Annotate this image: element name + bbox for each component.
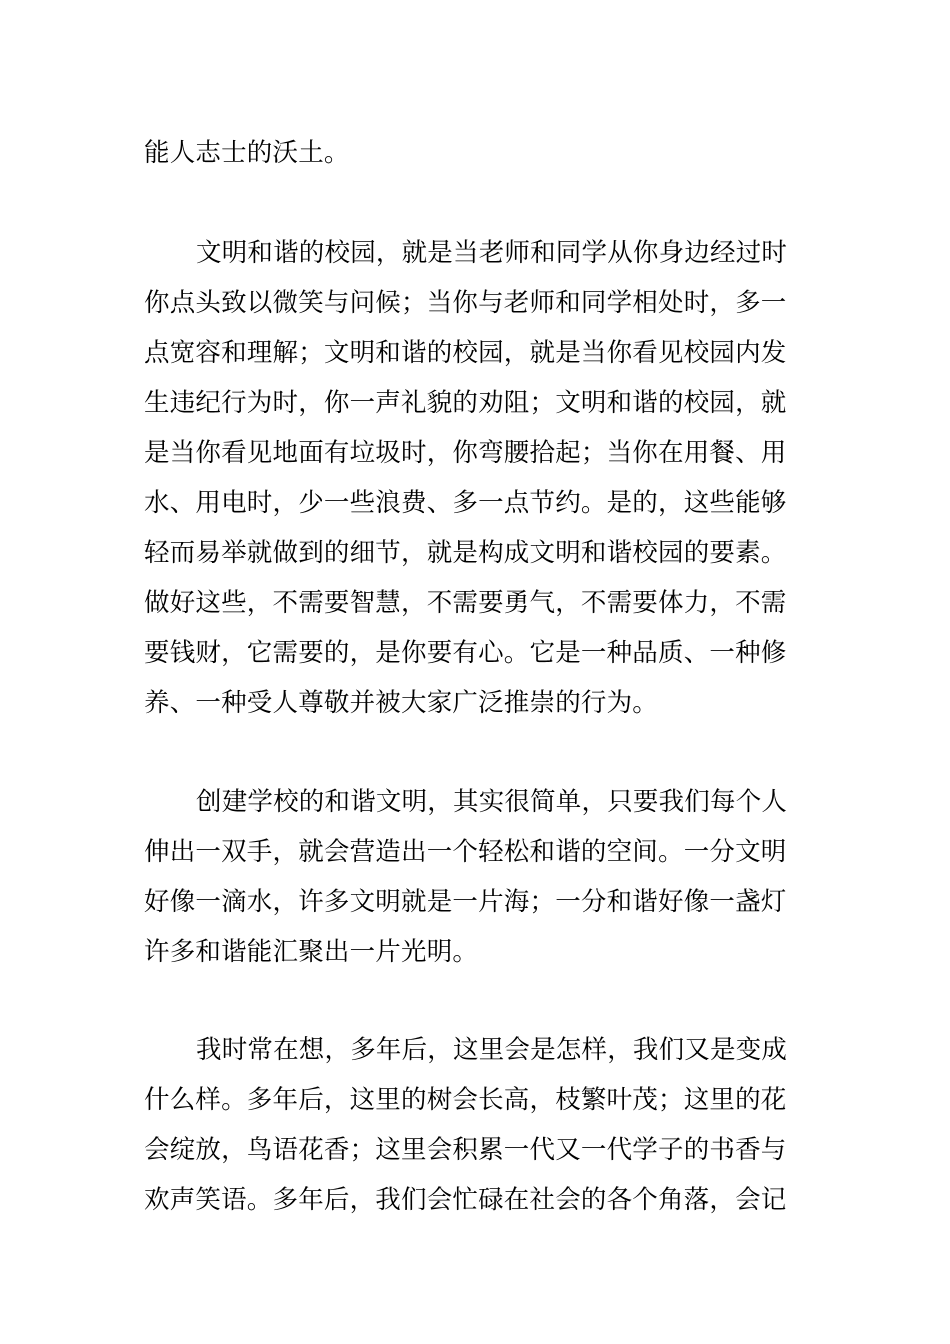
paragraph-first-line: 我时常在想，多年后，这里会是怎样，我们又是变成 [196, 1035, 788, 1065]
paragraph-first-line: 文明和谐的校园，就是当老师和同学从你身边经过时 [196, 238, 788, 268]
text-line: 伸出一双手，就会营造出一个轻松和谐的空间。一分文明 [144, 837, 787, 867]
text-line: 养、一种受人尊敬并被大家广泛推崇的行为。 [144, 688, 659, 718]
text-line: 会绽放，鸟语花香；这里会积累一代又一代学子的书香与 [144, 1135, 787, 1165]
text-line: 轻而易举就做到的细节，就是构成文明和谐校园的要素。 [144, 538, 787, 568]
text-line: 水、用电时，少一些浪费、多一点节约。是的，这些能够 [144, 488, 787, 518]
text-line: 是当你看见地面有垃圾时，你弯腰拾起；当你在用餐、用 [144, 438, 787, 468]
text-line: 生违纪行为时，你一声礼貌的劝阻；文明和谐的校园，就 [144, 388, 787, 418]
text-line: 做好这些，不需要智慧，不需要勇气，不需要体力，不需 [144, 588, 787, 618]
text-line: 要钱财，它需要的，是你要有心。它是一种品质、一种修 [144, 638, 787, 668]
text-line: 能人志士的沃土。 [144, 138, 350, 168]
text-line: 许多和谐能汇聚出一片光明。 [144, 937, 479, 967]
text-line: 好像一滴水，许多文明就是一片海；一分和谐好像一盏灯 [144, 887, 787, 917]
text-line: 欢声笑语。多年后，我们会忙碌在社会的各个角落，会记 [144, 1185, 787, 1215]
text-line: 什么样。多年后，这里的树会长高，枝繁叶茂；这里的花 [144, 1085, 787, 1115]
text-line: 你点头致以微笑与问候；当你与老师和同学相处时，多一 [144, 288, 787, 318]
paragraph-first-line: 创建学校的和谐文明，其实很简单，只要我们每个人 [196, 787, 788, 817]
text-line: 点宽容和理解；文明和谐的校园，就是当你看见校园内发 [144, 338, 787, 368]
